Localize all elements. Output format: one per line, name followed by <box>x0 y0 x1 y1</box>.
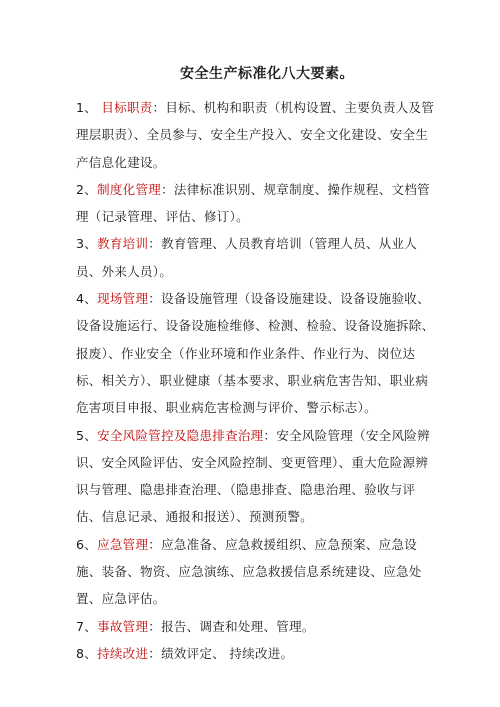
item-number: 5、 <box>76 427 98 443</box>
item-text: 法律标准识别、规章制度、操作规程、文档管理（记录管理、评估、修订）。 <box>76 181 430 225</box>
item-separator: ： <box>148 618 162 634</box>
item-separator: ： <box>148 291 162 307</box>
item-number: 2、 <box>76 181 98 197</box>
list-item-2 <box>76 176 438 231</box>
item-heading: 安全风险管控及隐患排查治理 <box>97 427 264 443</box>
item-heading: 事故管理 <box>97 618 149 634</box>
item-number: 7、 <box>76 618 98 634</box>
item-text: 设备设施管理（设备设施建设、设备设施验收、设备设施运行、设备设施检维修、检测、检验、设备设施拆除、报废）、作业安全（作业环境和作业条件、作业行为、岗位达标、相关方）、职业健康（基本要求、职业病危害告知、职业病危害项目申报、职业病危害检测与评价、警示标志）。 <box>76 291 435 416</box>
list-item-7 <box>76 613 438 640</box>
item-separator: ： <box>148 236 162 252</box>
item-text: 安全风险管理（安全风险辨识、安全风险评估、安全风险控制、变更管理）、重大危险源辨识与管理、隐患排查治理、（隐患排查、隐患治理、验收与评估、信息记录、通报和报送）、预测预警。 <box>76 427 430 525</box>
item-heading: 制度化管理 <box>97 181 162 197</box>
item-separator: ： <box>148 536 162 552</box>
list-item-1 <box>76 94 438 176</box>
item-heading: 现场管理 <box>97 291 149 307</box>
item-heading: 教育培训 <box>97 236 149 252</box>
list-item-4 <box>76 285 438 421</box>
item-number: 1、 <box>76 100 98 115</box>
item-number: 4、 <box>76 291 98 307</box>
item-number: 8、 <box>76 645 98 661</box>
list-item-6 <box>76 531 438 613</box>
item-text: 应急准备、应急救援组织、应急预案、应急设施、装备、物资、应急演练、应急救援信息系统建设、应急处置、应急评估。 <box>76 536 422 607</box>
list-item-3 <box>76 230 438 285</box>
item-separator: ： <box>161 181 174 197</box>
item-text: 教育管理、人员教育培训（管理人员、从业人员、外来人员）。 <box>76 236 418 279</box>
item-number: 6、 <box>76 536 98 552</box>
list-item-8 <box>76 640 438 667</box>
item-text: 绩效评定、 持续改进。 <box>161 645 294 661</box>
item-heading: 目标职责 <box>101 100 153 115</box>
item-heading: 应急管理 <box>97 536 149 552</box>
item-text: 报告、调查和处理、管理。 <box>161 618 315 634</box>
item-separator: ： <box>152 100 166 115</box>
item-separator: ： <box>263 427 277 443</box>
item-text: 目标、机构和职责（机构设置、主要负责人及管理层职责）、全员参与、安全生产投入、安全文化建设、安全生产信息化建设。 <box>76 100 435 170</box>
item-separator: ： <box>148 645 162 661</box>
item-heading: 持续改进 <box>97 645 149 661</box>
item-number: 3、 <box>76 236 98 252</box>
document-title: 安全生产标准化八大要素。 <box>180 66 354 82</box>
list-item-5 <box>76 422 438 531</box>
